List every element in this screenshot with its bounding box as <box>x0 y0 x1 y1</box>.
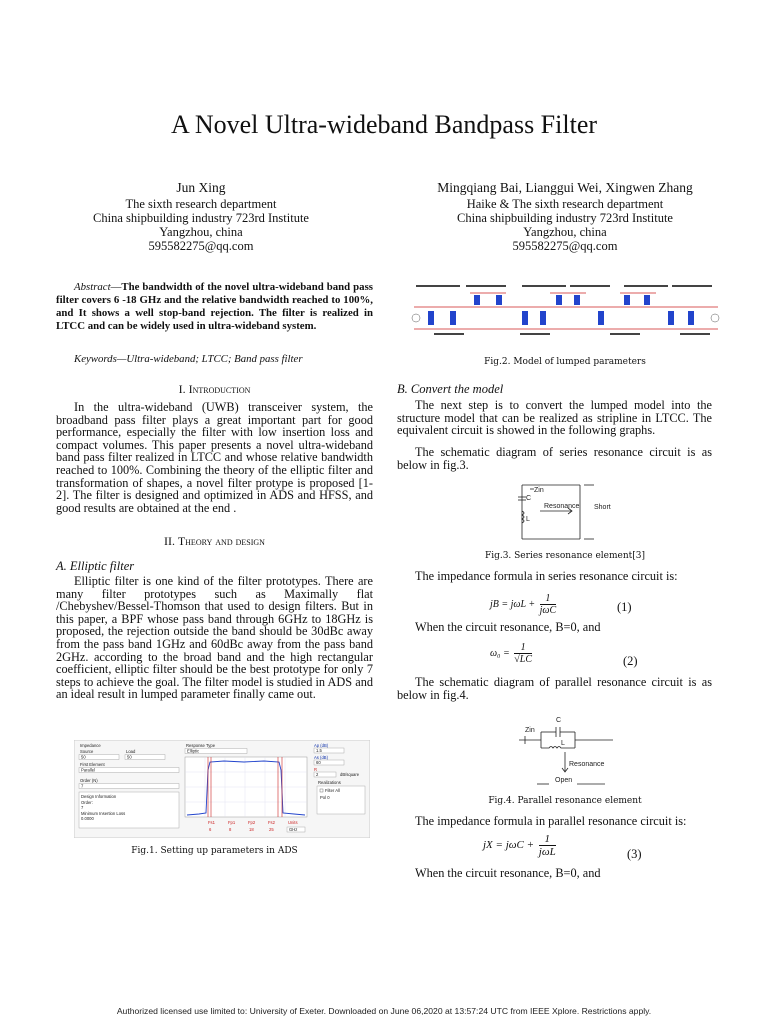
abstract <box>56 281 373 333</box>
section-heading-theory: II. Theory and design <box>164 534 265 548</box>
abstract-dash: — <box>110 281 122 293</box>
fig3-l-label: L <box>526 516 530 523</box>
series-formula-intro: The impedance formula in series resonance circuit is: <box>415 569 678 583</box>
fig1-fs1: Fs1 <box>208 820 215 825</box>
parallel-intro-paragraph: The schematic diagram of parallel resonance circuit is as below in fig.4. <box>397 675 712 702</box>
fig1-filter-all: Filter All <box>325 788 340 793</box>
eq2-denominator: √LC <box>514 654 533 665</box>
fig1-order-value: 7 <box>81 783 84 789</box>
fig3-short-label: Short <box>594 504 611 511</box>
fig1-units-value: GHz <box>289 827 298 832</box>
fig1-realizations: Realizations <box>318 780 341 785</box>
fig1-fp2: Fp2 <box>248 820 256 825</box>
fig3-zin-label: Zin <box>534 487 544 494</box>
fig1-fs2: Fs2 <box>268 820 275 825</box>
abstract-label: Abstract <box>74 281 111 293</box>
fig4-parallel-resonance <box>515 712 635 790</box>
equation-1 <box>490 593 556 616</box>
fig4-open-label: Open <box>555 777 573 784</box>
fig4-l-label: L <box>561 740 565 747</box>
fig3-resonance-label: Resonance <box>544 503 580 510</box>
author-city: Yangzhou, china <box>159 225 243 239</box>
series-intro-paragraph: The schematic diagram of series resonance circuit is as below in fig.3. <box>397 445 712 472</box>
fig1-min-il: Minimum Insertion Loss <box>81 811 126 816</box>
eq2-number: (2) <box>623 654 638 668</box>
fig1-fp2-value: 18 <box>249 827 254 832</box>
section-heading-introduction: I. Introduction <box>178 382 251 396</box>
fig1-r: R <box>314 767 318 772</box>
intro-paragraph: In the ultra-wideband (UWB) transceiver system, the broadband pass filter plays a great important part for good performance, especially the filter with low insertion loss and compact volumes. This paper presents a novel ultra-wideband band pass filter realized in LTCC and whose relative bandwidth reached to 100%. Combining the theory of the elliptic filter and transformation of shapes, a novel filter protype is proposed [1-2]. The filter is designed and optimized in ADS and HFSS, and good results are obtained at the end . <box>56 400 373 515</box>
author-email: 595582275@qq.com <box>148 239 254 253</box>
fig1-load: Load <box>126 749 136 754</box>
fig3-series-resonance <box>510 481 630 543</box>
fig1-db-label: dB/square <box>340 772 360 777</box>
fig1-first-element: First Element <box>80 762 105 767</box>
fig1-source: Source <box>80 749 94 754</box>
author-dept: The sixth research department <box>125 197 277 211</box>
fig3-c-label: C <box>526 495 532 502</box>
elliptic-paragraph: Elliptic filter is one kind of the filter prototypes. There are many filter prototypes such as Maximally flat /Chebyshev/Bessel-Thomson that used to design filters. But in this paper, a BPF whose pass band through 6GHz to 18GHz is proposed, the rejection outside the band should be 30dBc away from the pass band 1GHz and 60dBc away from the pass band 2GHz. according to the broad band and the high rectangular coefficient, elliptic filter should be the best prototype for only 7 steps to achieve the goal. The filter model is studied in ADS and an ideal result in lumped parameter finally came out. <box>56 574 373 702</box>
convert-paragraph: The next step is to convert the lumped model into the structure model that can be realized as stripline in LTCC. The equivalent circuit is showed in the following graphs. <box>397 398 712 438</box>
subsection-heading-elliptic: A. Elliptic filter <box>56 559 135 573</box>
author-name: Jun Xing <box>176 180 226 195</box>
fig1-as-value: 60 <box>316 760 321 765</box>
fig1-design-info: Design Information <box>81 794 117 799</box>
paper-title: A Novel Ultra-wideband Bandpass Filter <box>170 110 598 139</box>
author-name: Mingqiang Bai, Lianggui Wei, Xingwen Zhang <box>437 180 693 195</box>
fig1-response-plot <box>185 757 307 817</box>
fig1-as: As (dB) <box>314 755 328 760</box>
fig1-fs2-value: 25 <box>269 827 274 832</box>
author-block-2 <box>400 181 730 253</box>
fig1-response-type: Response Type <box>186 743 216 748</box>
equation-3 <box>483 833 556 858</box>
fig1-source-value: 50 <box>81 754 86 760</box>
fig1-ap: Ap (dB) <box>314 743 329 748</box>
fig1-response-value: Elliptic <box>187 748 200 754</box>
fig1-db-value: 2 <box>316 772 319 777</box>
fig4-c-label: C <box>556 717 562 724</box>
fig1-ap-value: 1.5 <box>316 748 322 753</box>
resonance-paragraph-1: When the circuit resonance, B=0, and <box>415 620 601 634</box>
abstract-text: The bandwidth of the novel ultra-wideband band pass filter covers 6 -18 GHz and the relative bandwidth reached to 100%, and It shows a well stop-band rejection. The filter is realized in LTCC and can be widely used in ultra-wideband system. <box>56 281 373 332</box>
fig1-fs1-value: 6 <box>209 827 212 832</box>
fig1-impedance: Impedance <box>80 743 101 748</box>
author-dept: Haike & The sixth research department <box>466 197 664 211</box>
fig1-units: Units <box>288 820 298 825</box>
fig1-order-info: 7 <box>81 805 84 810</box>
eq1-number: (1) <box>617 600 632 614</box>
eq3-number: (3) <box>627 847 642 861</box>
license-footer: Authorized licensed use limited to: University of Exeter. Downloaded on June 06,2020 at 13:57:24 UTC from IEEE Xplore. Restrictions apply. <box>116 1006 652 1016</box>
fig4-zin-label: Zin <box>525 727 535 734</box>
eq3-numerator: 1 <box>539 833 556 846</box>
author-email: 595582275@qq.com <box>512 239 618 253</box>
fig1-ads-screenshot <box>74 740 370 838</box>
subsection-heading-convert: B. Convert the model <box>397 382 504 396</box>
fig2-lumped-model <box>410 283 722 341</box>
fig1-first-element-value: Parallel <box>81 767 95 773</box>
fig3-caption: Fig.3. Series resonance element[3] <box>484 551 646 561</box>
fig1-caption: Fig.1. Setting up parameters in ADS <box>131 846 298 856</box>
fig4-resonance-label: Resonance <box>569 761 605 768</box>
eq2-lhs: ω₀ = <box>490 647 510 659</box>
eq1-numerator: 1 <box>540 593 557 605</box>
eq2-numerator: 1 <box>514 642 532 654</box>
eq3-lhs: jX = jωC + <box>483 839 535 852</box>
fig1-min-il-value: 0.0000 <box>81 816 94 821</box>
eq1-denominator: jωC <box>539 605 557 616</box>
fig1-fp1-value: 8 <box>229 827 232 832</box>
fig1-fp1: Fp1 <box>228 820 236 825</box>
author-block-1 <box>40 181 362 253</box>
author-inst: China shipbuilding industry 723rd Institute <box>457 211 673 225</box>
fig2-caption: Fig.2. Model of lumped parameters <box>484 357 646 367</box>
fig1-load-value: 50 <box>127 754 132 760</box>
fig1-order-text: Order: <box>81 800 93 805</box>
fig4-caption: Fig.4. Parallel resonance element <box>488 796 642 806</box>
parallel-formula-intro: The impedance formula in parallel resonance circuit is: <box>415 814 687 828</box>
eq1-lhs: jB = jωL + <box>490 598 536 610</box>
keywords: Keywords—Ultra-wideband; LTCC; Band pass filter <box>74 353 303 365</box>
author-city: Yangzhou, china <box>523 225 607 239</box>
resonance-paragraph-2: When the circuit resonance, B=0, and <box>415 866 601 880</box>
fig1-option: Pol 0 <box>320 795 330 800</box>
equation-2 <box>490 642 532 665</box>
eq3-denominator: jωL <box>538 846 556 858</box>
fig1-order-label: Order (N) <box>80 778 98 783</box>
author-inst: China shipbuilding industry 723rd Institute <box>93 211 309 225</box>
